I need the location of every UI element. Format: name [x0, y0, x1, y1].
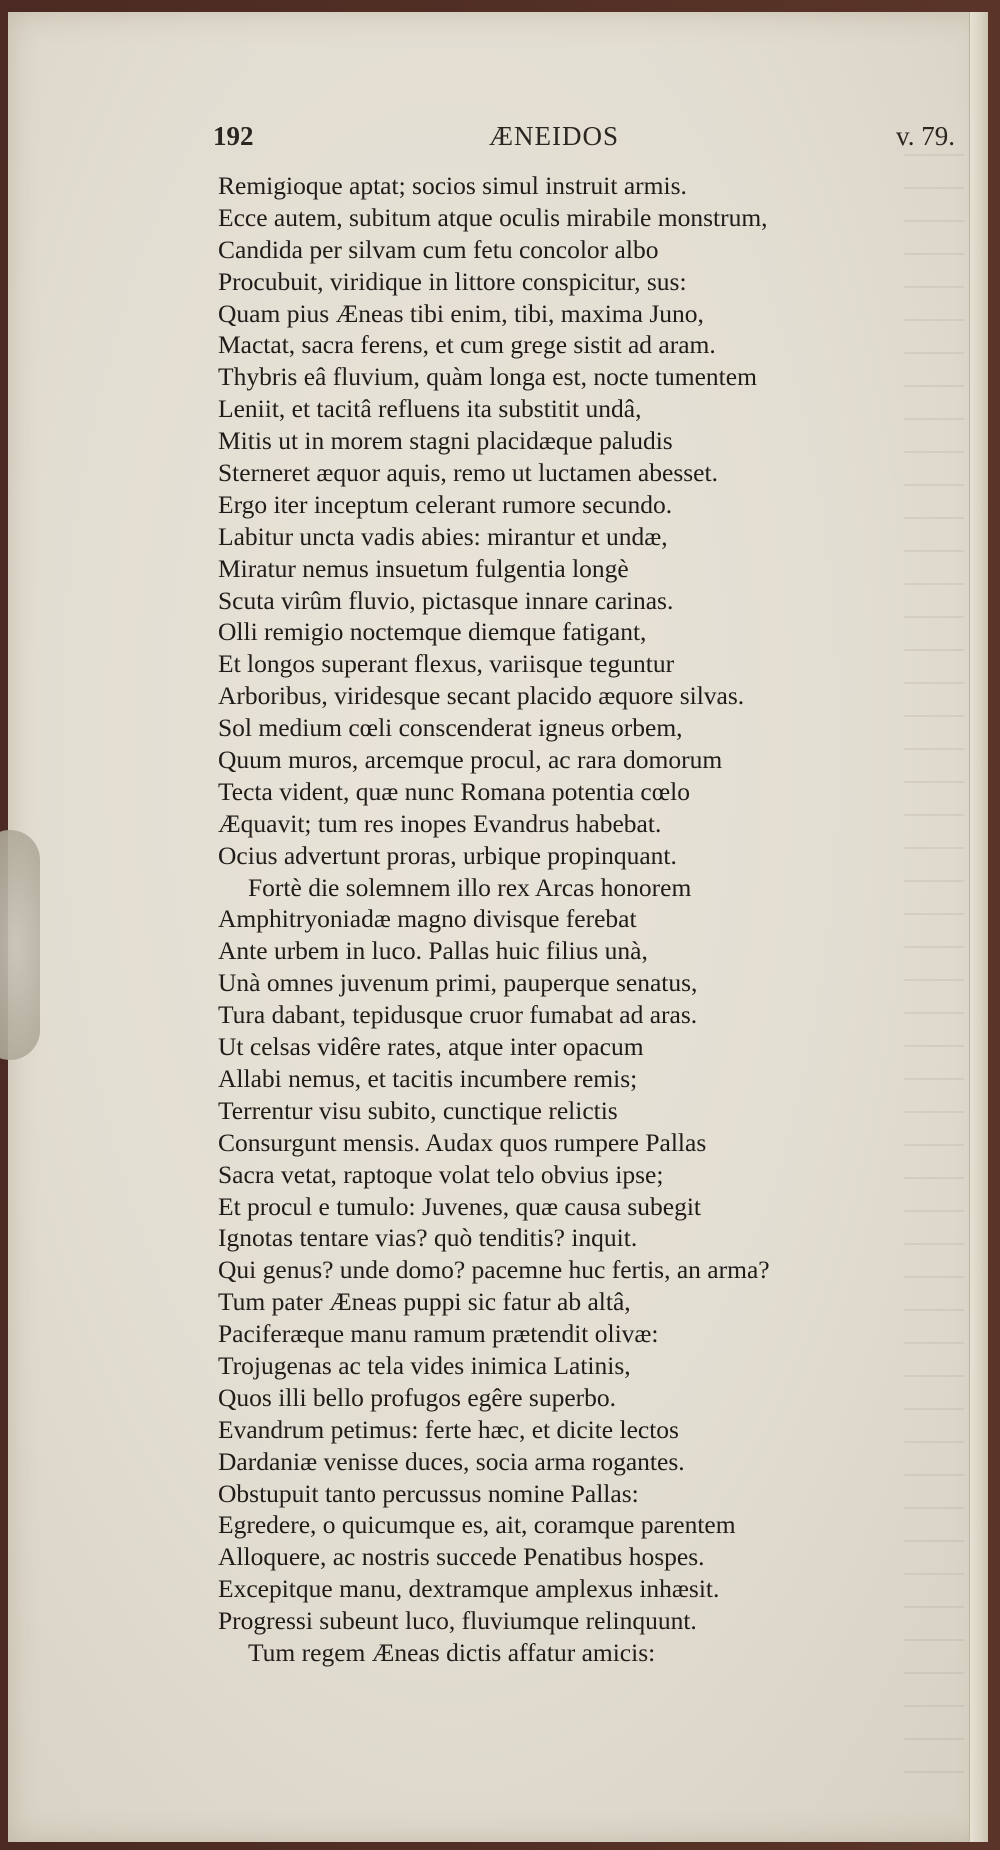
verse-line: Tecta vident, quæ nunc Romana potentia cœlo [218, 776, 690, 806]
verse-line: Ut celsas vidêre rates, atque inter opacum [218, 1032, 644, 1062]
verse-line: Terrentur visu subito, cunctique relictis [218, 1095, 618, 1125]
verse-line: Sacra vetat, raptoque volat telo obvius ipse; [218, 1159, 664, 1189]
verse-line: Egredere, o quicumque es, ait, coramque parentem [218, 1510, 736, 1540]
verse-line: Excepitque manu, dextramque amplexus inhæsit. [218, 1574, 720, 1604]
verse-line: Miratur nemus insuetum fulgentia longè [218, 553, 629, 583]
verse-line: Arboribus, viridesque secant placido æquore silvas. [218, 681, 745, 711]
verse-line: Ecce autem, subitum atque oculis mirabile monstrum, [218, 202, 768, 232]
verse-line: Procubuit, viridique in littore conspicitur, sus: [218, 266, 687, 296]
thumb-shadow [0, 830, 40, 1060]
verse-line: Quos illi bello profugos egêre superbo. [218, 1382, 617, 1412]
verse-line: Ignotas tentare vias? quò tenditis? inquit. [218, 1223, 638, 1253]
verse-line: Qui genus? unde domo? pacemne huc fertis, an arma? [218, 1255, 770, 1285]
verse-line: Sol medium cœli conscenderat igneus orbem, [218, 713, 683, 743]
page-edge-strip [969, 12, 988, 1842]
verse-line: Ergo iter inceptum celerant rumore secundo. [218, 489, 673, 519]
verse-line: Alloquere, ac nostris succede Penatibus hospes. [218, 1542, 705, 1572]
verse-line: Et procul e tumulo: Juvenes, quæ causa subegit [218, 1191, 701, 1221]
verse-line: Tum pater Æneas puppi sic fatur ab altâ, [218, 1287, 631, 1317]
verse-line: Remigioque aptat; socios simul instruit armis. [218, 171, 687, 200]
verse-line: Evandrum petimus: ferte hæc, et dicite lectos [218, 1414, 679, 1444]
verse-line: Quum muros, arcemque procul, ac rara domorum [218, 745, 723, 775]
verse-line: Æquavit; tum res inopes Evandrus habebat. [218, 808, 662, 838]
verse-line: Mitis ut in morem stagni placidæque paludis [218, 426, 673, 456]
verse-line: Dardaniæ venisse duces, socia arma rogantes. [218, 1446, 685, 1476]
verse-line: Consurgunt mensis. Audax quos rumpere Pallas [218, 1127, 707, 1157]
verse-line: Candida per silvam cum fetu concolor albo [218, 234, 659, 264]
verse-line: Ocius advertunt proras, urbique propinquant. [218, 840, 677, 870]
verse-line: Tura dabant, tepidusque cruor fumabat ad aras. [218, 1000, 698, 1030]
verse-line: Tum regem Æneas dictis affatur amicis: [248, 1637, 656, 1667]
verse-line: Sterneret æquor aquis, remo ut luctamen abesset. [218, 458, 718, 488]
verse-line: Labitur uncta vadis abies: mirantur et undæ, [218, 521, 668, 551]
running-title: ÆNEIDOS [488, 121, 619, 151]
verse-line: Amphitryoniadæ magno divisque ferebat [218, 904, 637, 934]
verse-line: Trojugenas ac tela vides inimica Latinis, [218, 1350, 631, 1380]
verse-line: Obstupuit tanto percussus nomine Pallas: [218, 1478, 639, 1508]
verse-line: Thybris eâ fluvium, quàm longa est, nocte tumentem [218, 362, 757, 392]
verse-line: Mactat, sacra ferens, et cum grege sistit ad aram. [218, 330, 716, 360]
verse-line: Olli remigio noctemque diemque fatigant, [218, 617, 647, 647]
verse-reference: v. 79. [896, 121, 955, 151]
verse-line: Quam pius Æneas tibi enim, tibi, maxima Juno, [218, 298, 704, 328]
verse-line: Allabi nemus, et tacitis incumbere remis; [218, 1063, 638, 1093]
verse-line: Ante urbem in luco. Pallas huic filius unà, [218, 936, 648, 966]
verse-line: Progressi subeunt luco, fluviumque relinquunt. [218, 1606, 697, 1636]
running-header [213, 121, 955, 161]
poem-text [218, 170, 963, 1669]
verse-line: Scuta virûm fluvio, pictasque innare carinas. [218, 585, 674, 615]
verse-line: Paciferæque manu ramum prætendit olivæ: [218, 1319, 659, 1349]
page-number: 192 [213, 121, 254, 151]
verse-line: Fortè die solemnem illo rex Arcas honorem [248, 872, 692, 902]
verse-line: Leniit, et tacitâ refluens ita substitit undâ, [218, 394, 642, 424]
verse-line: Et longos superant flexus, variisque teguntur [218, 649, 675, 679]
verse-line: Unà omnes juvenum primi, pauperque senatus, [218, 968, 698, 998]
